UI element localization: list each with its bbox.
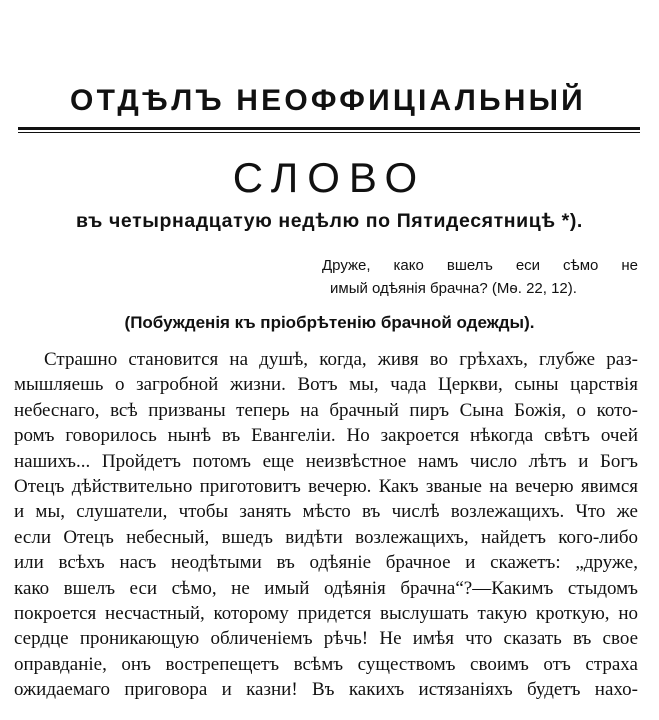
body-line: мышляешь о загробной жизни. Вотъ мы, чада Церкви, сыны царствія [14, 374, 638, 396]
body-line: нашихъ... Пройдетъ потомъ еще неизвѣстное намъ число лѣтъ и Богъ [14, 450, 638, 472]
body-line: и мы, слушатели, чтобы занять мѣсто въ числѣ возлежащихъ. Что же [14, 501, 638, 523]
body-line: Страшно становится на душѣ, когда, живя во грѣхахъ, глубже раз- [44, 349, 638, 370]
body-paragraph [14, 347, 638, 702]
sermon-subtitle: въ четырнадцатую недѣлю по Пятидесятницѣ *). [76, 210, 583, 232]
body-line: если Отецъ небесный, вшедъ видѣти возлежащихъ, найдетъ кого-либо [14, 526, 638, 548]
body-line: ромъ говорилось нынѣ въ Евангеліи. Но закроется нѣкогда свѣтъ очей [14, 425, 638, 447]
body-line: оправданіе, онъ вострепещетъ всѣмъ существомъ своимъ отъ страха [14, 653, 638, 675]
body-line: покроется несчастный, которому придется выслушать такую кроткую, но [14, 602, 638, 624]
body-line: како вшелъ еси сѣмо, не имый одѣянія брачна“?—Какимъ стыдомъ [14, 577, 638, 599]
part-heading: (Побужденія къ пріобрѣтенію брачной одежды). [124, 313, 535, 332]
header-rule-thick [18, 127, 640, 130]
epigraph-line: Друже, како вшелъ еси сѣмо не [322, 257, 638, 274]
body-line: Отецъ дѣйствительно приготовитъ вечерю. Какъ званые на вечерю явимся [14, 475, 638, 497]
sermon-title: СЛОВО [232, 154, 427, 201]
body-line: небеснаго, всѣ призваны теперь на брачный пиръ Сына Божія, о кото- [14, 399, 638, 421]
section-title: ОТДѢЛЪ НЕОФФИЦІАЛЬНЫЙ [70, 84, 586, 117]
header-rule-thin [18, 132, 640, 133]
epigraph-line: имый одѣянія брачна? (Мѳ. 22, 12). [330, 280, 577, 297]
body-line: или всѣхъ насъ неодѣтыми въ одѣяніе брачное и скажетъ: „друже, [14, 552, 638, 574]
body-line: ожидаемаго приговора и казни! Въ какихъ истязаніяхъ будетъ нахо- [14, 679, 638, 701]
body-line: сердце проникающую обличеніемъ рѣчь! Не имѣя что сказать въ свое [14, 628, 638, 650]
epigraph [322, 254, 638, 300]
